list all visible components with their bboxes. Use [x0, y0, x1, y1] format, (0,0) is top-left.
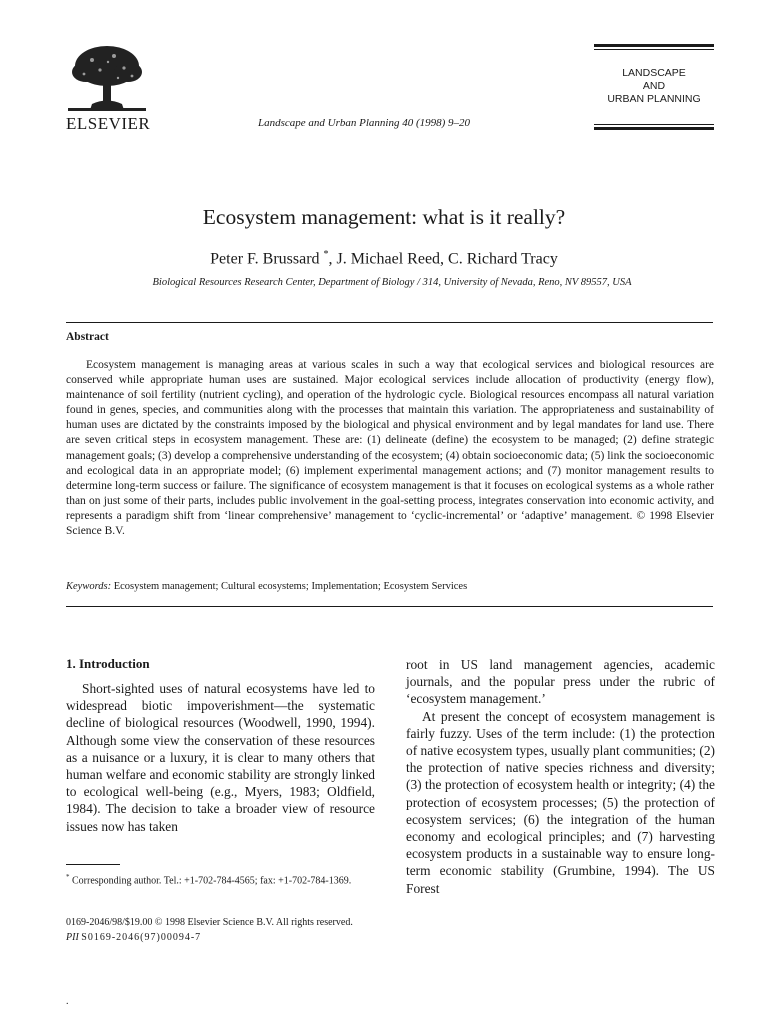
footnote-text: Corresponding author. Tel.: +1-702-784-4565; fax: +1-702-784-1369.: [72, 875, 352, 887]
pii-line: [66, 930, 353, 945]
article-title: Ecosystem management: what is it really?: [202, 205, 566, 229]
abstract-rule-bottom: [66, 606, 713, 607]
masthead-rule-top: [594, 44, 714, 47]
elsevier-tree-logo: [62, 42, 152, 114]
keywords-list: Ecosystem management; Cultural ecosystems; Implementation; Ecosystem Services: [113, 581, 468, 592]
author-list: [0, 249, 768, 268]
copyright-block: [66, 915, 353, 945]
masthead-rule-bottom: [594, 127, 714, 130]
journal-title-line: URBAN PLANNING: [607, 93, 701, 105]
pii-label: PII: [66, 932, 79, 943]
section-heading: 1. Introduction: [66, 656, 150, 671]
copyright-line: 0169-2046/98/$19.00 © 1998 Elsevier Science B.V. All rights reserved.: [66, 917, 353, 928]
journal-title-line: AND: [642, 80, 666, 92]
masthead-rule-bottom-thin: [594, 124, 714, 125]
left-column: [66, 680, 375, 835]
keywords-label: Keywords:: [66, 581, 112, 592]
author-name: Peter F. Brussard: [210, 250, 320, 268]
journal-title-line: LANDSCAPE: [622, 67, 686, 79]
corresponding-author-mark[interactable]: *: [323, 249, 329, 260]
pii-number: S0169-2046(97)00094-7: [81, 932, 202, 943]
co-authors: , J. Michael Reed, C. Richard Tracy: [328, 250, 558, 268]
body-paragraph: At present the concept of ecosystem management is fairly fuzzy. Uses of the term include: (1) the protection of native ecosystem types, usually plant communities; (2) the protection of native species richness and diversity; (3) the protection of ecosystem health or integrity; (4) the protection of ecosystem processes; (5) the protection of ecosystem services; (6) the integration of the human economy and ecological principles; and (7) harvesting ecosystem products in a sustainable way to ensure long-term economic stability (Grumbine, 1994). The US Forest: [406, 708, 715, 896]
abstract-heading: Abstract: [66, 331, 109, 343]
footnote: [66, 869, 376, 889]
journal-masthead: [594, 44, 714, 130]
masthead-rule-top-thin: [594, 49, 714, 50]
abstract-text: Ecosystem management is managing areas at various scales in such a way that ecological services and biological resources are conserved while appropriate human uses are sustained. Major ecological services include allocation of productivity (energy flow), maintenance of soil fertility (nutrient cycling), and operation of the hydrologic cycle. Biological resources encompass all natural variation found in genes, species, and communities along with the processes that maintain this variation. The appropriateness and sustainability of human uses are dictated by the constraints imposed by the biological and physical environment and by legal mandates for land use. There are seven critical steps in ecosystem management. These are: (1) delineate (define) the ecosystem to be managed; (2) define strategic management goals; (3) develop a comprehensive understanding of the ecosystem; (4) obtain socioeconomic data; (5) link the socioeconomic and ecological data in an appropriate model; (6) implement experimental management actions; and (7) monitor management results to determine long-term success or failure. The significance of ecosystem management is that it focuses on ecological systems as a whole rather than on just some of their parts, includes public involvement in the goal-setting process, integrates conservation into economic activity, and represents a paradigm shift from ‘linear comprehensive’ management to ‘cyclic-incremental’ or ‘adaptive’ management. © 1998 Elsevier Science B.V.: [66, 359, 714, 538]
journal-citation: Landscape and Urban Planning 40 (1998) 9–20: [258, 117, 471, 129]
body-paragraph: Short-sighted uses of natural ecosystems have led to widespread biotic impoverishment—the systematic decline of biological resources (Woodwell, 1990, 1994). Although some view the conservation of these resources as a nuisance or a luxury, it is clear to many others that human welfare and economic stability are strongly linked to ecological well-being (e.g., Myers, 1983; Oldfield, 1984). The decision to take a broader view of resource issues now has taken: [66, 681, 375, 834]
body-paragraph: root in US land management agencies, academic journals, and the popular press under the rubric of ‘ecosystem management.’: [406, 657, 715, 707]
journal-title: [594, 67, 714, 106]
right-column: [406, 656, 715, 897]
author-affiliation: Biological Resources Research Center, Department of Biology / 314, University of Nevada, Reno, NV 89557, USA: [152, 277, 632, 288]
abstract-rule-top: [66, 322, 713, 323]
publisher-name: ELSEVIER: [66, 114, 151, 133]
footnote-rule: [66, 864, 120, 865]
page-mark: .: [66, 996, 69, 1007]
footnote-mark: *: [66, 873, 70, 881]
keywords-line: [66, 581, 467, 592]
